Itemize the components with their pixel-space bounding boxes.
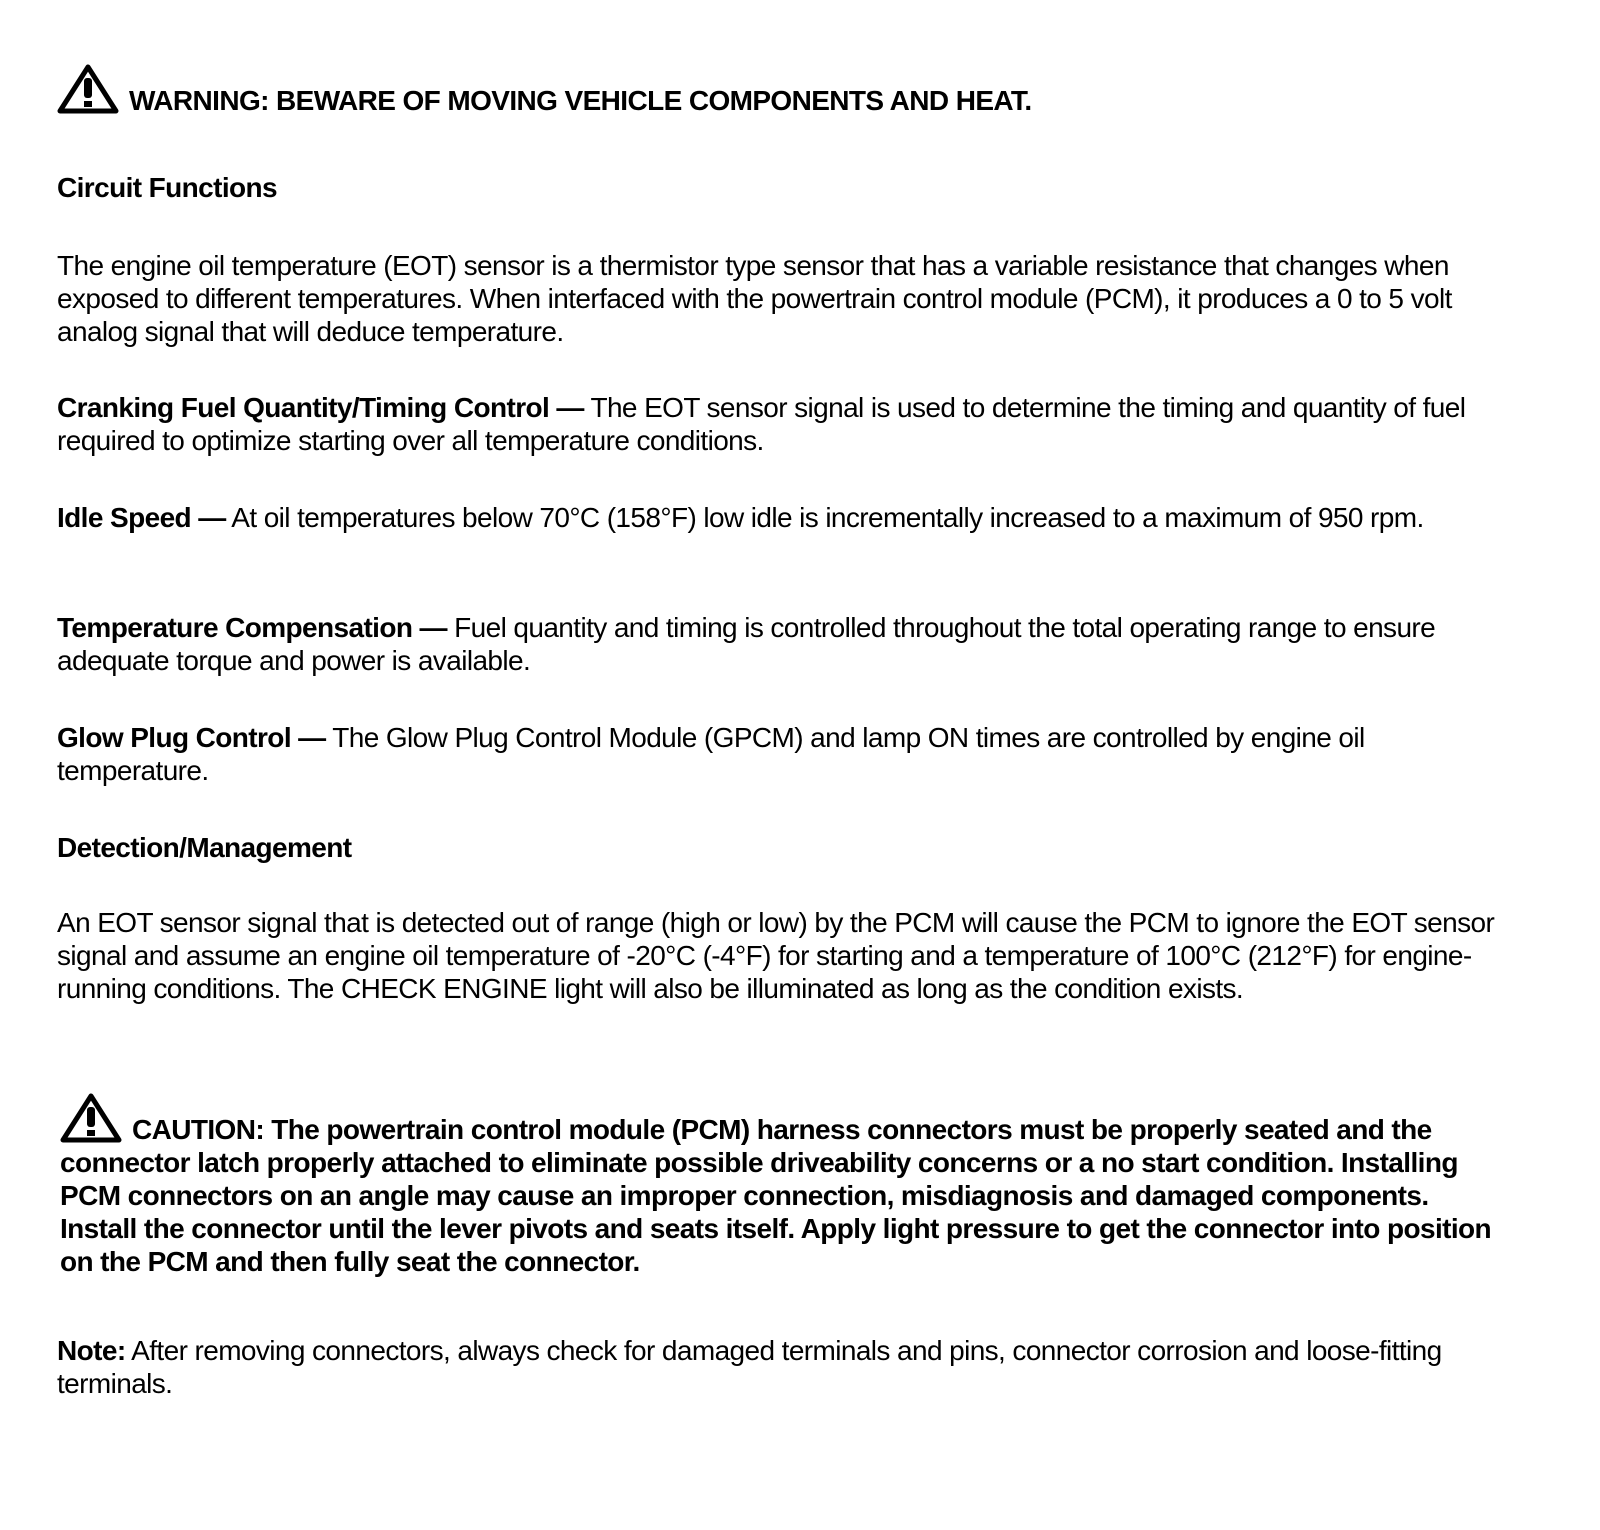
description: Fuel quantity and timing is controlled throughout the total operating range to ensure adequate torque and power is available. (57, 612, 1436, 676)
function-item (57, 501, 1507, 534)
paragraph: The engine oil temperature (EOT) sensor is a thermistor type sensor that has a variable resistance that changes when exposed to different temperatures. When interfaced with the powertrain control module (PCM), it produces a 0 to 5 volt analog signal that will deduce temperature. (57, 250, 1452, 347)
note (57, 1334, 1507, 1400)
term: Cranking Fuel Quantity/Timing Control — (57, 392, 584, 423)
warning-triangle-icon (57, 64, 119, 114)
caution-text: CAUTION: The powertrain control module (PCM) harness connectors must be properly seated and the connector latch properly attached to eliminate possible driveability concerns or a no start condition. Installing PCM connectors on an angle may cause an improper connection, misdiagnosis and damaged components. Install the connector until the lever pivots and seats itself. Apply light pressure to get the connector into position on the PCM and then fully seat the connector. (60, 1114, 1492, 1277)
caution-block (60, 1093, 1510, 1278)
description: At oil temperatures below 70°C (158°F) low idle is incrementally increased to a maximum of 950 rpm. (225, 502, 1424, 533)
function-item (57, 391, 1507, 457)
section-heading: Circuit Functions (57, 172, 278, 203)
description: The Glow Plug Control Module (GPCM) and lamp ON times are controlled by engine oil temperature. (57, 722, 1365, 786)
warning-text: WARNING: BEWARE OF MOVING VEHICLE COMPONENTS AND HEAT. (129, 85, 1032, 116)
section-heading: Detection/Management (57, 832, 352, 863)
note-text: After removing connectors, always check for damaged terminals and pins, connector corrosion and loose-fitting terminals. (57, 1335, 1442, 1399)
paragraph: An EOT sensor signal that is detected out of range (high or low) by the PCM will cause the PCM to ignore the EOT sensor signal and assume an engine oil temperature of -20°C (-4°F) for starting and a temperature of 100°C (212°F) for engine-running conditions. The CHECK ENGINE light will also be illuminated as long as the condition exists. (57, 907, 1495, 1004)
function-item (57, 721, 1507, 787)
term: Temperature Compensation — (57, 612, 447, 643)
note-label: Note: (57, 1335, 126, 1366)
term: Idle Speed — (57, 502, 226, 533)
term: Glow Plug Control — (57, 722, 326, 753)
description: The EOT sensor signal is used to determine the timing and quantity of fuel required to optimize starting over all temperature conditions. (57, 392, 1466, 456)
function-item (57, 611, 1507, 677)
warning-triangle-icon (60, 1093, 122, 1143)
warning-banner (57, 64, 1507, 117)
